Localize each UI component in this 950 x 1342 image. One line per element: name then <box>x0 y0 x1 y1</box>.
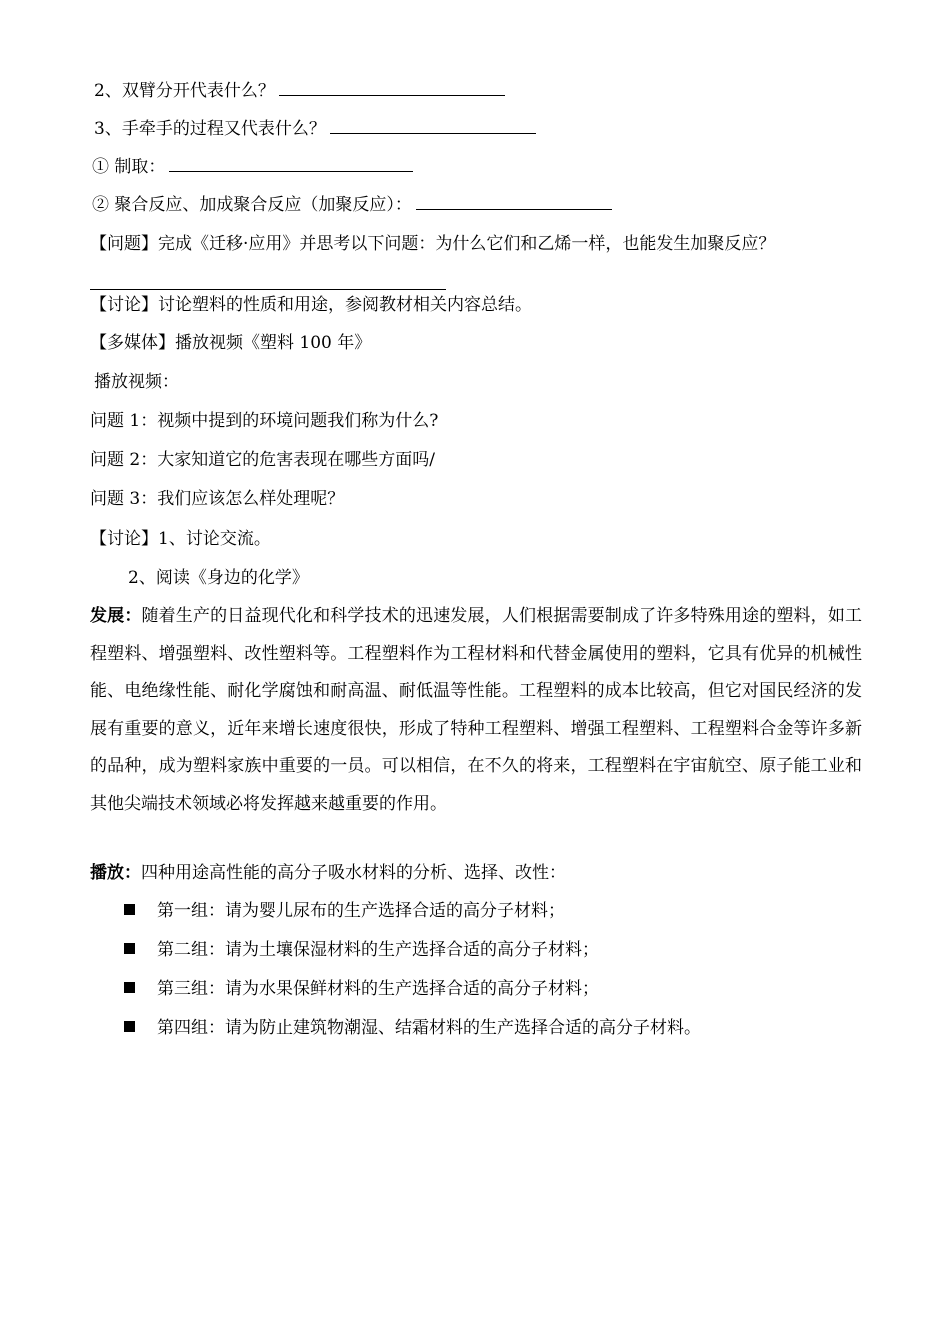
answer-blank[interactable] <box>90 275 446 290</box>
group-text: 第三组：请为水果保鲜材料的生产选择合适的高分子材料； <box>157 979 599 999</box>
development-label: 发展： <box>90 606 142 626</box>
question-2-line <box>94 80 505 102</box>
group-text: 第四组：请为防止建筑物潮湿、结霜材料的生产选择合适的高分子材料。 <box>157 1018 701 1038</box>
answer-blank[interactable] <box>330 119 536 134</box>
multimedia-tag: 【多媒体】 <box>90 333 175 353</box>
development-paragraph <box>90 598 862 823</box>
play-text: 四种用途高性能的高分子吸水材料的分析、选择、改性： <box>141 863 566 883</box>
question-tag: 【问题】 <box>90 234 158 254</box>
discussion-2-line <box>90 528 271 550</box>
problem-2: 问题 2：大家知道它的危害表现在哪些方面吗/ <box>90 450 435 470</box>
group-text: 第二组：请为土壤保湿材料的生产选择合适的高分子材料； <box>157 940 599 960</box>
multimedia-text: 播放视频《塑料 100 年》 <box>175 333 372 353</box>
square-bullet-icon <box>124 1021 135 1032</box>
group-text: 第一组：请为婴儿尿布的生产选择合适的高分子材料； <box>157 901 565 921</box>
multimedia-line <box>90 332 371 354</box>
square-bullet-icon <box>124 943 135 954</box>
group-item <box>124 978 599 1000</box>
discussion-2-text: 1、讨论交流。 <box>158 529 271 549</box>
problem-3: 问题 3：我们应该怎么样处理呢？ <box>90 489 345 509</box>
play-video-line: 播放视频： <box>94 372 179 392</box>
development-text: 随着生产的日益现代化和科学技术的迅速发展，人们根据需要制成了许多特殊用途的塑料，如工程塑料、增强塑料、改性塑料等。工程塑料作为工程材料和代替金属使用的塑料，它具有优异的机械性能、电绝缘性能、耐化学腐蚀和耐高温、耐低温等性能。工程塑料的成本比较高，但它对国民经济的发展有重要的意义，近年来增长速度很快，形成了特种工程塑料、增强工程塑料、工程塑料合金等许多新的品种，成为塑料家族中重要的一员。可以相信，在不久的将来，工程塑料在宇宙航空、原子能工业和其他尖端技术领域必将发挥越来越重要的作用。 <box>90 606 863 814</box>
answer-blank[interactable] <box>279 81 505 96</box>
question-line <box>90 233 775 255</box>
square-bullet-icon <box>124 982 135 993</box>
question-3-line <box>94 118 536 140</box>
discussion-1-text: 讨论塑料的性质和用途，参阅教材相关内容总结。 <box>158 295 532 315</box>
question-3-text: 3、手牵手的过程又代表什么？ <box>94 119 326 139</box>
answer-blank[interactable] <box>416 195 612 210</box>
square-bullet-icon <box>124 904 135 915</box>
question-3-1-line <box>92 156 413 178</box>
answer-blank[interactable] <box>169 157 413 172</box>
problem-1: 问题 1：视频中提到的环境问题我们称为什么? <box>90 411 439 431</box>
group-item <box>124 1017 701 1039</box>
play-line <box>90 862 566 884</box>
question-2-text: 2、双臂分开代表什么？ <box>94 81 275 101</box>
discussion-1-tag: 【讨论】 <box>90 295 158 315</box>
question-3-2-text: ② 聚合反应、加成聚合反应（加聚反应）： <box>92 195 412 215</box>
question-3-2-line <box>92 194 612 216</box>
question-3-1-text: ① 制取： <box>92 157 166 177</box>
group-item <box>124 939 599 961</box>
question-text: 完成《迁移·应用》并思考以下问题：为什么它们和乙烯一样，也能发生加聚反应？ <box>158 234 776 254</box>
discussion-2-tag: 【讨论】 <box>90 529 158 549</box>
discussion-1-line <box>90 294 532 316</box>
read-line: 2、阅读《身边的化学》 <box>128 568 309 588</box>
group-item <box>124 900 565 922</box>
play-label: 播放： <box>90 863 141 883</box>
